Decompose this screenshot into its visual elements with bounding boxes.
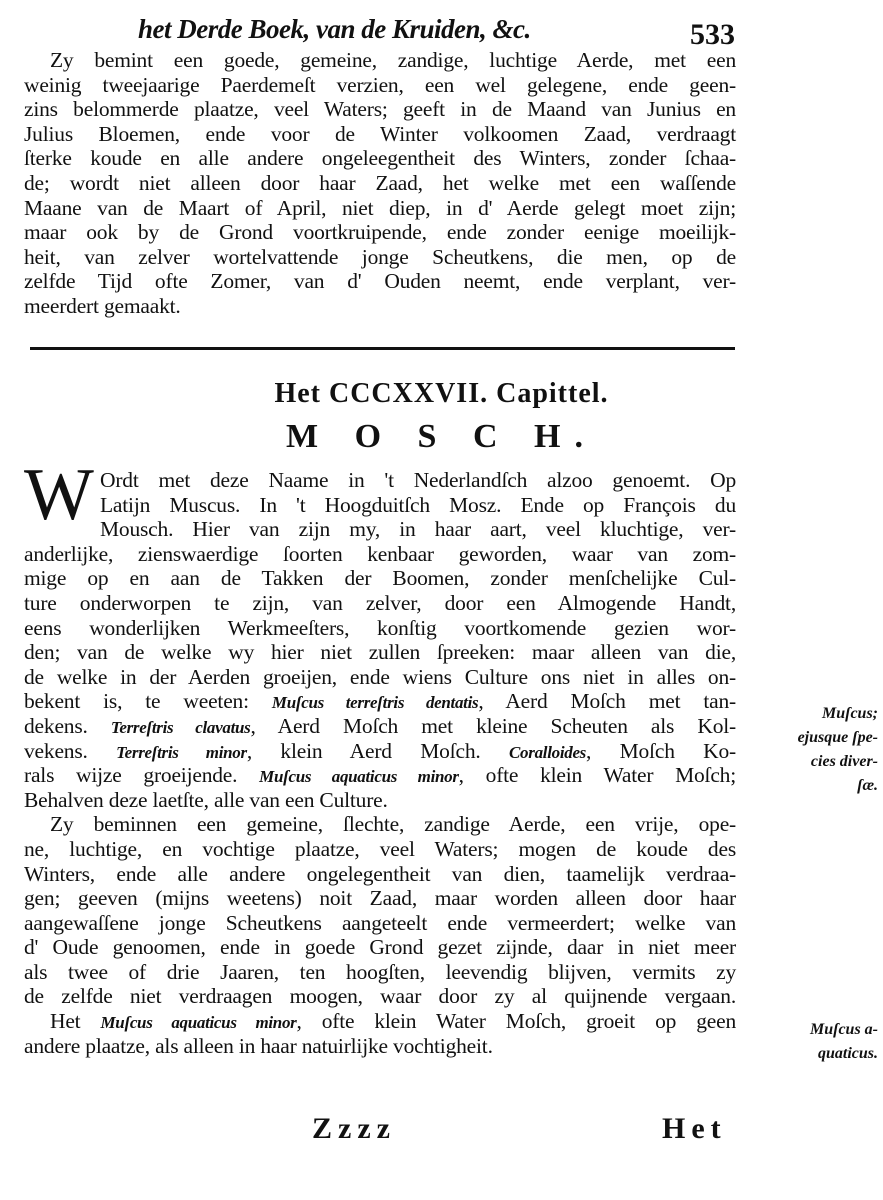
text-line: Zy beminnen een gemeine, ſlechte, zandige Aerde, een vrije, ope- — [50, 812, 736, 837]
text-line: ſterke koude en alle andere ongeleegentheit des Winters, zonder ſchaa- — [24, 146, 736, 171]
text-line: meerdert gemaakt. — [24, 293, 181, 318]
text-line: Ordt met deze Naame in 't Nederlandſch alzoo genoemt. Op — [100, 468, 736, 492]
text-line: de zelfde niet verdraagen moogen, waar door zy al quijnende vergaan. — [24, 984, 736, 1009]
text-segment: , klein Aerd Moſch. — [246, 738, 510, 763]
text-line: Maane van de Maart of April, niet diep, in d' Aerde gelegt moet zijn; — [24, 195, 736, 220]
text-line — [24, 689, 736, 714]
text-line: Julius Bloemen, ende voor de Winter volkoomen Zaad, verdraagt — [24, 121, 736, 146]
text-line: mige op en aan de Takken der Boomen, zonder menſchelijke Cul- — [24, 566, 736, 591]
latin-name: Muſcus aquaticus minor — [100, 1013, 297, 1033]
latin-name: Muſcus aquaticus minor — [259, 767, 459, 787]
text-line: zins belommerde plaatze, veel Waters; geeft in de Maand van Junius en — [24, 97, 736, 122]
text-segment: bekent is, te weeten: — [24, 689, 272, 714]
drop-cap: W — [24, 454, 94, 536]
text-line: Zy bemint een goede, gemeine, zandige, luchtige Aerde, met een — [50, 48, 736, 72]
text-line: aangewaſſene jonge Scheutkens aangeteelt ende vermeerdert; welke van — [24, 910, 736, 935]
text-segment: , ofte klein Water Moſch; — [458, 763, 736, 788]
catchword: Het — [662, 1112, 727, 1145]
text-line: Latijn Muscus. In 't Hoogduitſch Mosz. Ende op François du — [100, 492, 736, 517]
signature-mark: Zzzz — [312, 1112, 396, 1145]
margin-note-line: Muſcus a- — [809, 1021, 878, 1038]
margin-note-line: ejusque ſpe- — [797, 729, 878, 746]
text-segment: rals wijze groeijende. — [24, 763, 260, 788]
text-line: zelfde Tijd ofte Zomer, van d' Ouden neemt, ende verplant, ver- — [24, 269, 736, 294]
text-line: Winters, ende alle andere ongelegentheit van dien, taamelijk verdraa- — [24, 861, 736, 886]
text-line: de welke in der Aerden groeijen, ende wiens Culture ons niet in alles on- — [24, 664, 736, 689]
text-line: den; van de welke wy hier niet zullen ſpreeken: maar alleen van die, — [24, 640, 736, 665]
text-line — [24, 714, 736, 739]
text-line: de; wordt niet alleen door haar Zaad, het welke met een waſſende — [24, 170, 736, 195]
text-segment: dekens. — [24, 713, 111, 738]
margin-note-line: quaticus. — [817, 1045, 878, 1062]
paragraph-1 — [24, 48, 736, 319]
text-line: anderlijke, zienswaerdige ſoorten kenbaar geworden, waar van zom- — [24, 541, 736, 566]
text-segment: , Aerd Moſch met tan- — [478, 689, 736, 714]
text-line: d' Oude genoomen, ende in goede Grond gezet zijnde, daar in niet meer — [24, 935, 736, 960]
margin-note-line: cies diver- — [810, 753, 878, 770]
text-segment: vekens. — [24, 738, 117, 763]
text-line: gen; geeven (mijns weetens) noit Zaad, maar worden alleen door haar — [24, 886, 736, 911]
margin-note-aquaticus — [748, 1018, 878, 1066]
chapter-heading: Het CCCXXVII. Capittel. — [274, 378, 609, 409]
page-number: 533 — [690, 18, 735, 51]
text-line — [24, 1009, 736, 1034]
text-segment: , Moſch Ko- — [586, 738, 737, 763]
text-line: eens wonderlijken Werkmeeſters, konſtig voortkomende gezien wor- — [24, 615, 736, 640]
text-segment: Het — [50, 1009, 101, 1034]
text-line: maar ook by de Grond voortkruipende, ende zonder eenige moeilijk- — [24, 220, 736, 245]
text-segment: , Aerd Moſch met kleine Scheuten als Kol- — [250, 713, 736, 738]
text-line: Behalven deze laetſte, alle van een Culture. — [24, 787, 388, 812]
running-title: het Derde Boek, van de Kruiden, &c. — [138, 14, 531, 44]
margin-note-line: ſæ. — [857, 777, 878, 794]
latin-name: Terreſtris minor — [116, 742, 247, 762]
margin-note-line: Muſcus; — [821, 705, 878, 722]
chapter-title: M O S C H. — [286, 418, 597, 455]
text-line: Mousch. Hier van zijn my, in haar aart, veel kluchtige, ver- — [100, 517, 736, 542]
text-line: ne, luchtige, en vochtige plaatze, veel Waters; mogen de koude des — [24, 836, 736, 861]
latin-name: Muſcus terreſtris dentatis — [271, 693, 479, 713]
text-line: heit, van zelver wortelvattende jonge Scheutkens, die men, op de — [24, 244, 736, 269]
margin-note-species — [748, 702, 878, 798]
text-segment: , ofte klein Water Moſch, groeit op geen — [296, 1009, 737, 1034]
text-line — [24, 763, 736, 788]
text-line: ture onderworpen te zijn, van zelver, door een Almogende Handt, — [24, 590, 736, 615]
text-line: andere plaatze, als alleen in haar natuirlijke vochtigheit. — [24, 1033, 493, 1058]
text-line — [24, 739, 736, 764]
latin-name: Terreſtris clavatus — [110, 717, 251, 737]
text-line: als twee of drie Jaaren, ten hoogſten, leevendig blijven, vermits zy — [24, 959, 736, 984]
section-divider — [30, 347, 735, 350]
chapter-body — [24, 468, 736, 1058]
text-line: weinig tweejaarige Paerdemeſt verzien, een wel gelegene, ende geen- — [24, 72, 736, 97]
latin-name: Coralloides — [509, 742, 587, 762]
